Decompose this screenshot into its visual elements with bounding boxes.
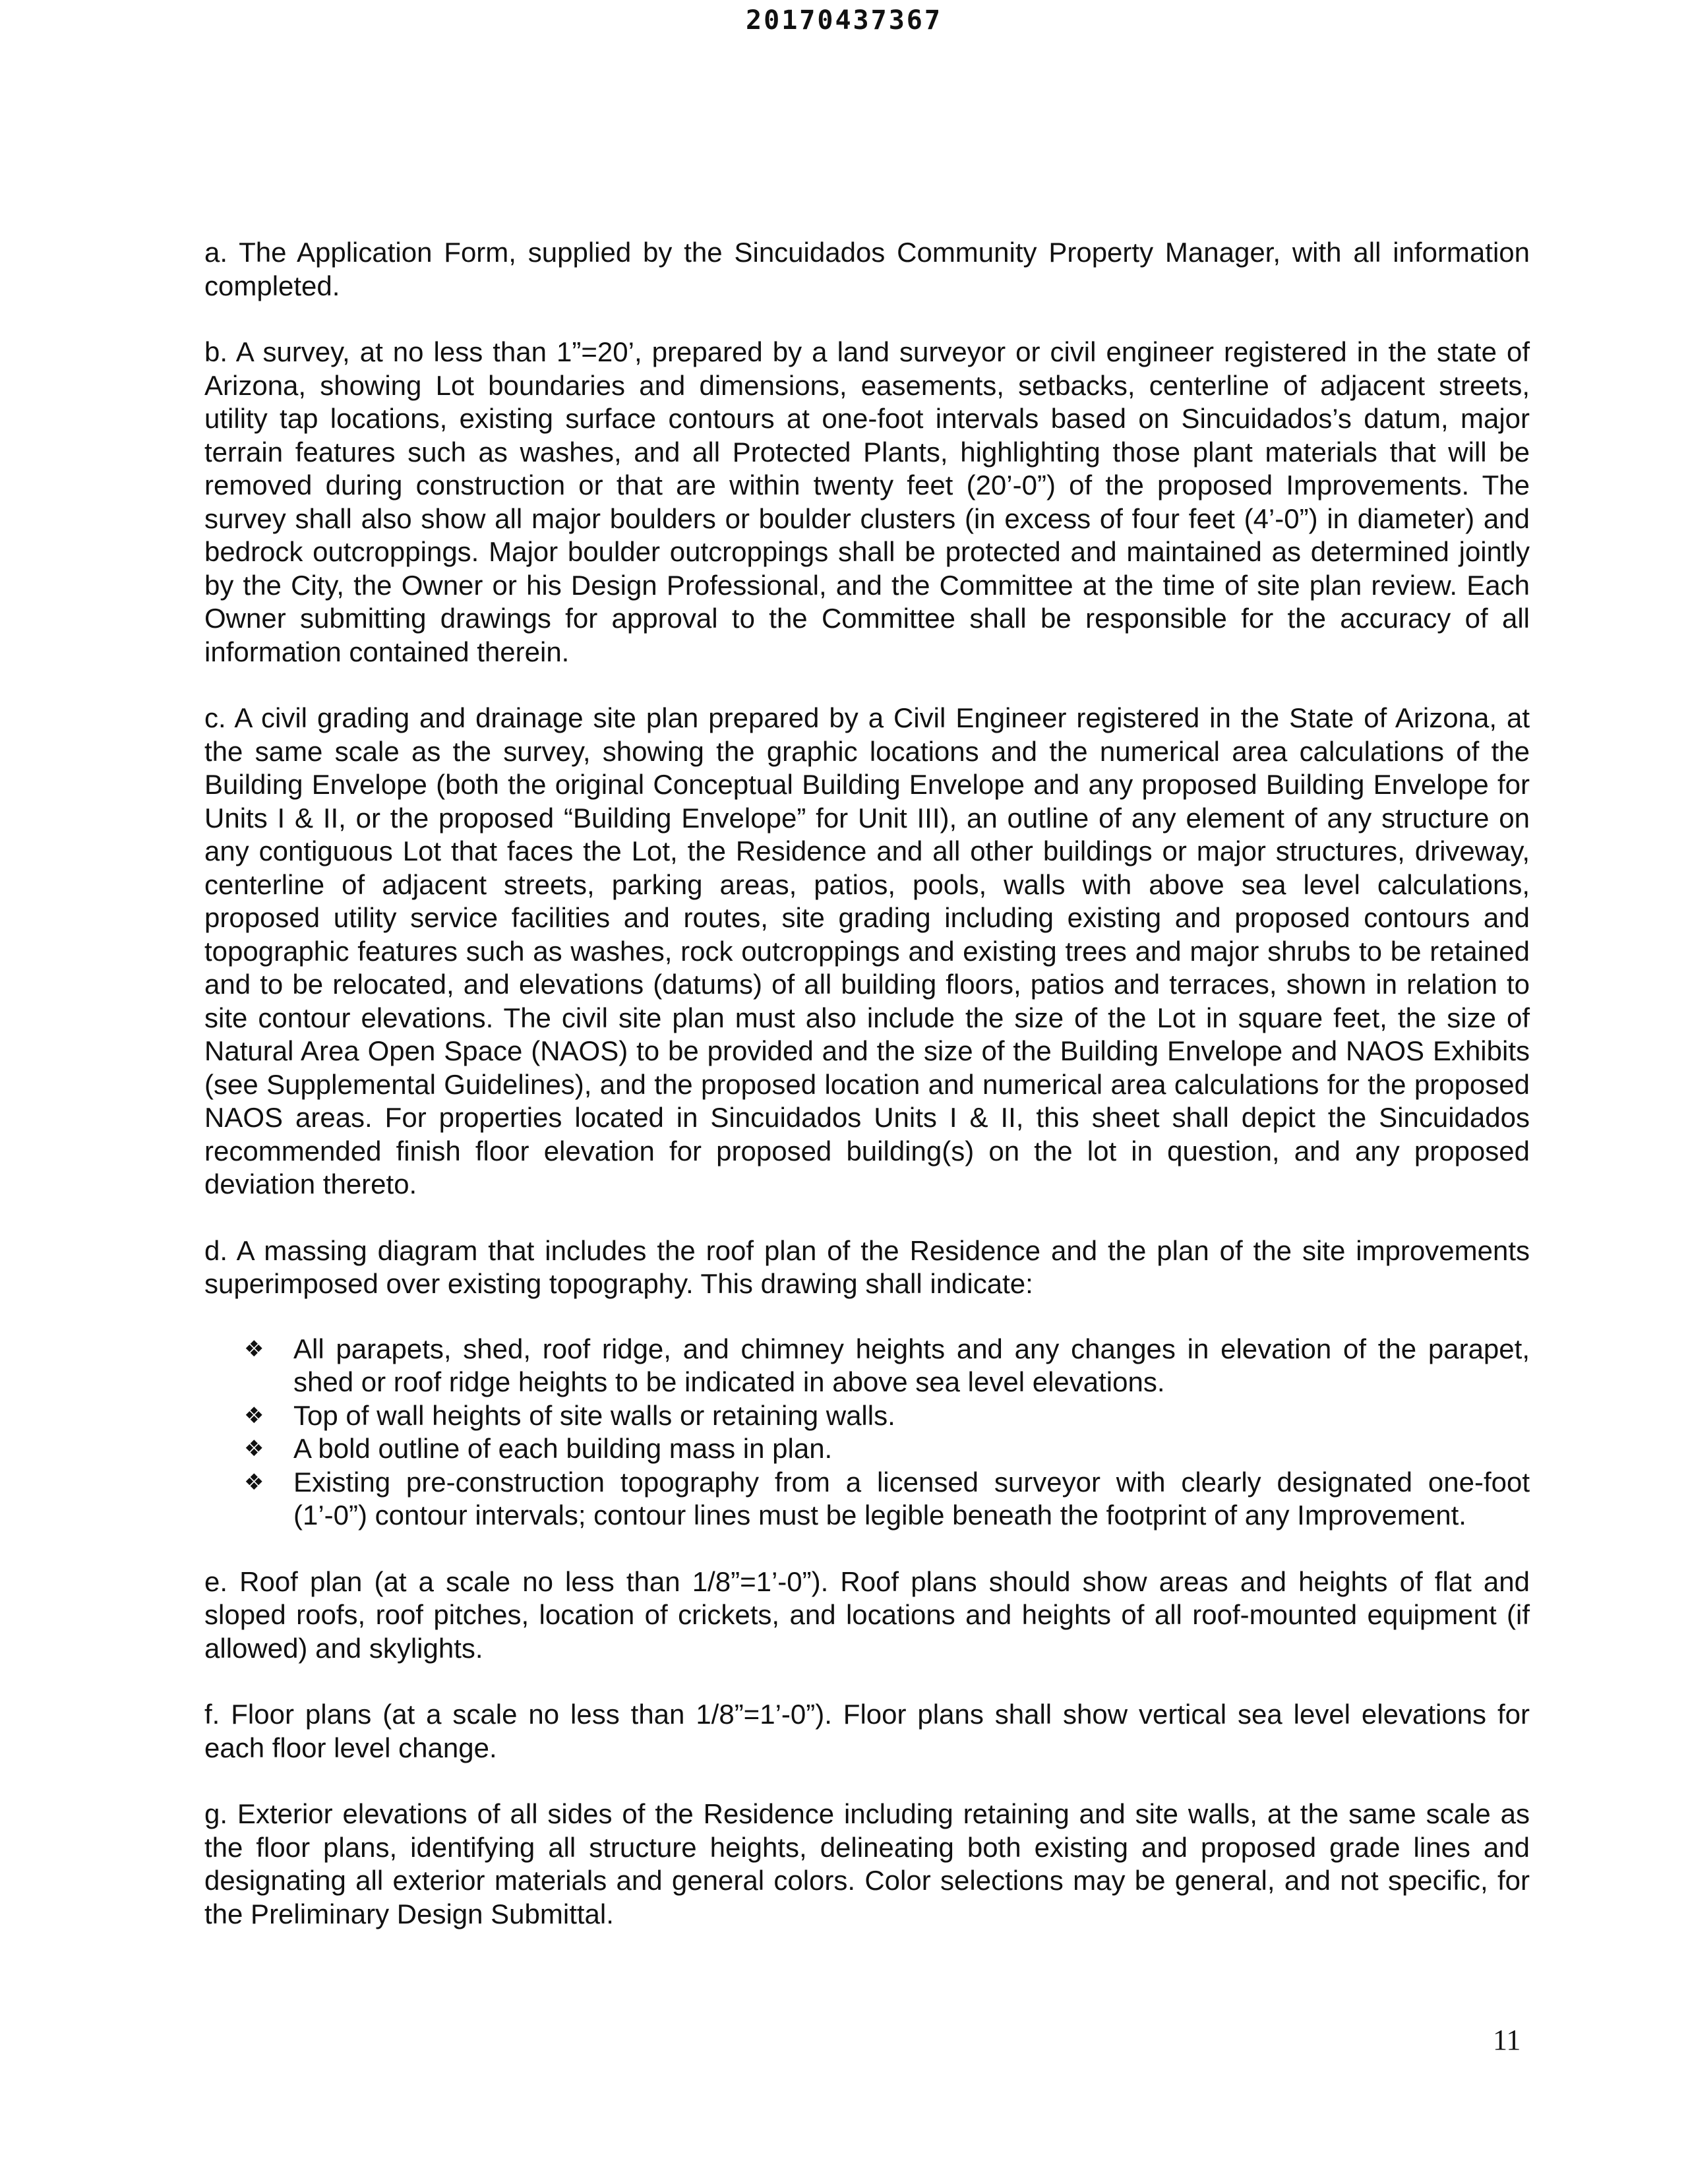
list-item [244,1432,1530,1466]
paragraph-d: d. A massing diagram that includes the roof plan of the Residence and the plan of the site improvements superimposed over existing topography. This drawing shall indicate: [204,1234,1530,1299]
paragraph-e: e. Roof plan (at a scale no less than 1/8”=1’-0”). Roof plans should show areas and heights of flat and sloped roofs, roof pitches, location of crickets, and locations and heights of all roof-mounted equipment (if allowed) and skylights. [204,1565,1530,1664]
massing-diagram-requirements-list [204,1333,1530,1532]
list-item [244,1333,1530,1399]
list-item [244,1466,1530,1532]
paragraph-b: b. A survey, at no less than 1”=20’, prepared by a land surveyor or civil engineer registered in the state of Arizona, showing Lot boundaries and dimensions, easements, setbacks, centerline of adjacent streets, utility tap locations, existing surface contours at one-foot intervals based on Sincuidados’s datum, major terrain features such as washes, and all Protected Plants, highlighting those plant materials that will be removed during construction or that are within twenty feet (20’-0”) of the proposed Improvements. The survey shall also show all major boulders or boulder clusters (in excess of four feet (4’-0”) in diameter) and bedrock outcroppings. Major boulder outcroppings shall be protected and maintained as determined jointly by the City, the Owner or his Design Professional, and the Committee at the time of site plan review. Each Owner submitting drawings for approval to the Committee shall be responsible for the accuracy of all information contained therein. [204,336,1530,667]
paragraph-a: a. The Application Form, supplied by the Sincuidados Community Property Manager, with all information completed. [204,237,1530,301]
paragraph-c: c. A civil grading and drainage site plan prepared by a Civil Engineer registered in the State of Arizona, at the same scale as the survey, showing the graphic locations and the numerical area calculations of the Building Envelope (both the original Conceptual Building Envelope and any proposed Building Envelope for Units I & II, or the proposed “Building Envelope” for Unit III), an outline of any element of any structure on any contiguous Lot that faces the Lot, the Residence and all other buildings or major structures, driveway, centerline of adjacent streets, parking areas, patios, pools, walls with above sea level calculations, proposed utility service facilities and routes, site grading including existing and proposed contours and topographic features such as washes, rock outcroppings and existing trees and major shrubs to be retained and to be relocated, and elevations (datums) of all building floors, patios and terraces, shown in relation to site contour elevations. The civil site plan must also include the size of the Lot in square feet, the size of Natural Area Open Space (NAOS) to be provided and the size of the Building Envelope and NAOS Exhibits (see Supplemental Guidelines), and the proposed location and numerical area calculations for the proposed NAOS areas. For properties located in Sincuidados Units I & II, this sheet shall depict the Sincuidados recommended finish floor elevation for proposed building(s) on the lot in question, and any proposed deviation thereto. [204,702,1530,1199]
diamond-bullet-icon: ❖ [244,1335,264,1362]
list-item-text: A bold outline of each building mass in plan. [293,1433,833,1464]
list-item-text: All parapets, shed, roof ridge, and chimney heights and any changes in elevation of the parapet, shed or roof ridge heights to be indicated in above sea level elevations. [293,1333,1530,1397]
document-body [204,236,1530,1964]
diamond-bullet-icon: ❖ [244,1469,264,1496]
paragraph-f: f. Floor plans (at a scale no less than 1/8”=1’-0”). Floor plans shall show vertical sea level elevations for each floor level change. [204,1699,1530,1763]
list-item-text: Existing pre-construction topography from a licensed surveyor with clearly designated one-foot (1’-0”) contour intervals; contour lines must be legible beneath the footprint of any Improvement. [293,1466,1530,1531]
list-item-text: Top of wall heights of site walls or retaining walls. [293,1399,895,1431]
paragraph-g: g. Exterior elevations of all sides of the Residence including retaining and site walls, at the same scale as the floor plans, identifying all structure heights, delineating both existing and proposed grade lines and designating all exterior materials and general colors. Color selections may be general, and not specific, for the Preliminary Design Submittal. [204,1798,1530,1929]
page-number: 11 [1493,2024,1521,2056]
document-number: 20170437367 [746,5,942,36]
list-item [244,1399,1530,1433]
diamond-bullet-icon: ❖ [244,1436,264,1462]
diamond-bullet-icon: ❖ [244,1402,264,1429]
